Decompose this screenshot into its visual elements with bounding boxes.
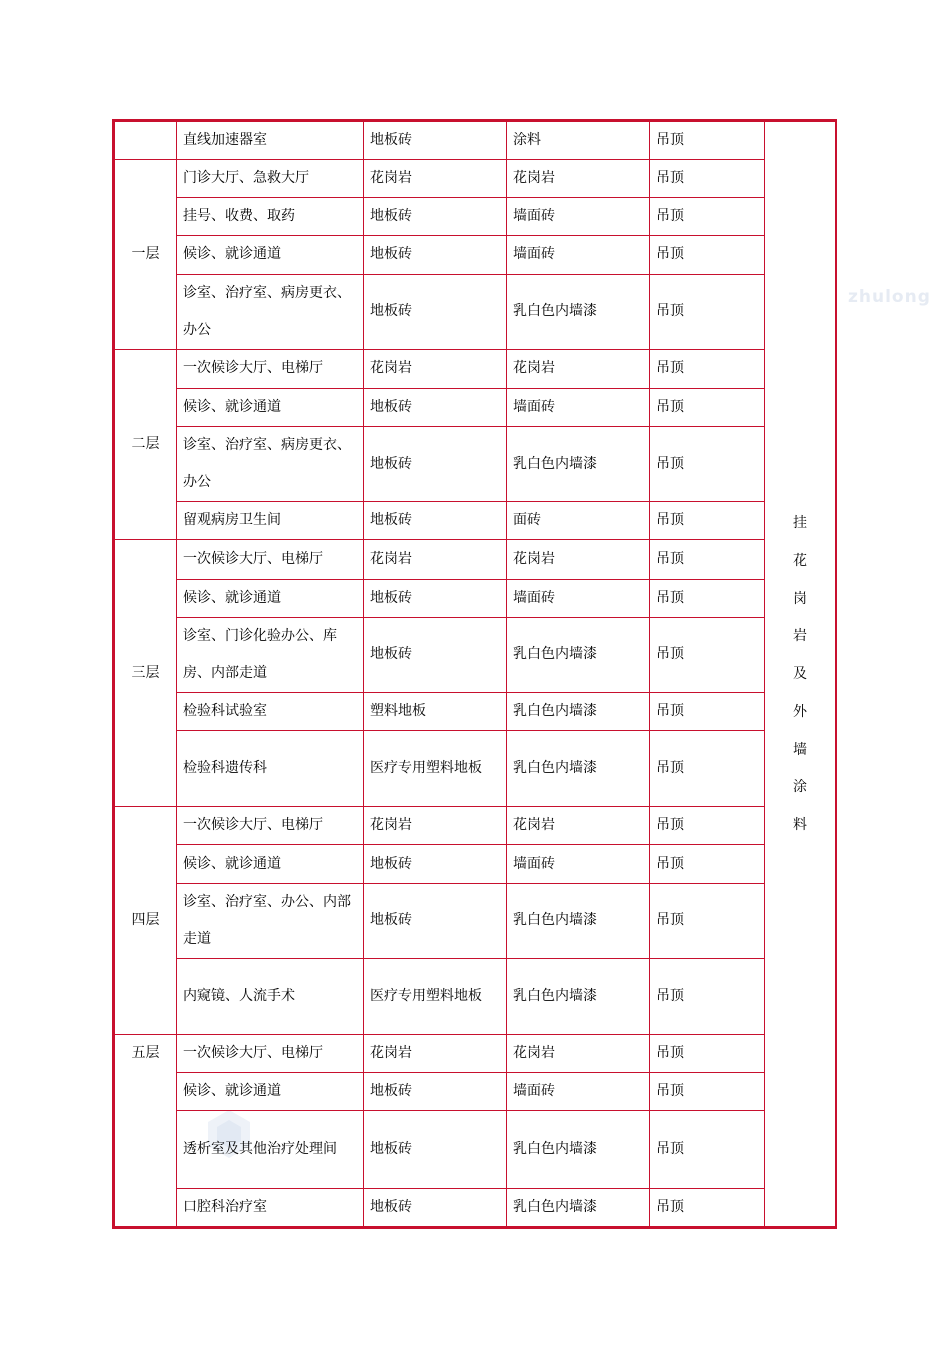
ceiling-material-cell: 吊顶 <box>650 579 765 617</box>
ceiling-material-cell: 吊顶 <box>650 274 765 349</box>
table-row <box>115 160 836 198</box>
wall-material-cell: 乳白色内墙漆 <box>507 731 650 807</box>
table-row <box>115 807 836 845</box>
ceiling-material-cell: 吊顶 <box>650 160 765 198</box>
room-cell: 候诊、就诊通道 <box>177 236 364 274</box>
watermark-text: zhulong <box>848 287 931 307</box>
wall-material-cell: 墙面砖 <box>507 1073 650 1111</box>
wall-material-cell: 乳白色内墙漆 <box>507 1188 650 1226</box>
wall-material-cell: 墙面砖 <box>507 236 650 274</box>
ceiling-material-cell: 吊顶 <box>650 883 765 958</box>
room-cell: 直线加速器室 <box>177 122 364 160</box>
ceiling-material-cell: 吊顶 <box>650 958 765 1034</box>
wall-material-cell: 花岗岩 <box>507 807 650 845</box>
ceiling-material-cell: 吊顶 <box>650 1188 765 1226</box>
finish-table-body <box>115 122 836 1227</box>
wall-material-cell: 乳白色内墙漆 <box>507 274 650 349</box>
table-row <box>115 198 836 236</box>
wall-material-cell: 花岗岩 <box>507 349 650 388</box>
wall-material-cell: 乳白色内墙漆 <box>507 883 650 958</box>
table-row <box>115 731 836 807</box>
ceiling-material-cell: 吊顶 <box>650 388 765 426</box>
room-cell: 一次候诊大厅、电梯厅 <box>177 540 364 579</box>
table-row <box>115 617 836 692</box>
floor-material-cell: 地板砖 <box>364 236 507 274</box>
floor-material-cell: 塑料地板 <box>364 692 507 730</box>
table-row <box>115 1111 836 1188</box>
ceiling-material-cell: 吊顶 <box>650 540 765 579</box>
room-cell: 一次候诊大厅、电梯厅 <box>177 807 364 845</box>
floor-material-cell: 地板砖 <box>364 883 507 958</box>
floor-cell <box>115 122 177 160</box>
ceiling-material-cell: 吊顶 <box>650 1035 765 1073</box>
floor-cell: 五层 <box>115 1035 177 1227</box>
room-cell: 门诊大厅、急救大厅 <box>177 160 364 198</box>
table-row <box>115 427 836 502</box>
table-row <box>115 274 836 349</box>
table-row <box>115 845 836 883</box>
exterior-finish-cell <box>765 122 836 1227</box>
table-row <box>115 540 836 579</box>
room-cell: 诊室、治疗室、病房更衣、办公 <box>177 427 364 502</box>
room-cell: 口腔科治疗室 <box>177 1188 364 1226</box>
table-row <box>115 236 836 274</box>
ceiling-material-cell: 吊顶 <box>650 198 765 236</box>
finish-table-frame <box>112 119 837 1229</box>
floor-material-cell: 医疗专用塑料地板 <box>364 958 507 1034</box>
ceiling-material-cell: 吊顶 <box>650 427 765 502</box>
floor-material-cell: 地板砖 <box>364 274 507 349</box>
floor-material-cell: 花岗岩 <box>364 160 507 198</box>
floor-cell: 一层 <box>115 160 177 350</box>
floor-material-cell: 地板砖 <box>364 617 507 692</box>
ceiling-material-cell: 吊顶 <box>650 1111 765 1188</box>
wall-material-cell: 乳白色内墙漆 <box>507 427 650 502</box>
room-cell: 一次候诊大厅、电梯厅 <box>177 349 364 388</box>
ceiling-material-cell: 吊顶 <box>650 807 765 845</box>
floor-material-cell: 地板砖 <box>364 1111 507 1188</box>
table-row <box>115 883 836 958</box>
table-row <box>115 692 836 730</box>
ceiling-material-cell: 吊顶 <box>650 731 765 807</box>
table-row <box>115 1188 836 1226</box>
wall-material-cell: 涂料 <box>507 122 650 160</box>
wall-material-cell: 墙面砖 <box>507 845 650 883</box>
exterior-finish-text: 挂花岗岩及外墙涂料 <box>793 515 807 833</box>
floor-material-cell: 花岗岩 <box>364 1035 507 1073</box>
table-row <box>115 349 836 388</box>
wall-material-cell: 墙面砖 <box>507 579 650 617</box>
room-cell: 候诊、就诊通道 <box>177 845 364 883</box>
floor-material-cell: 花岗岩 <box>364 540 507 579</box>
room-cell: 透析室及其他治疗处理间 <box>177 1111 364 1188</box>
floor-material-cell: 地板砖 <box>364 198 507 236</box>
floor-material-cell: 地板砖 <box>364 1188 507 1226</box>
room-cell: 挂号、收费、取药 <box>177 198 364 236</box>
floor-material-cell: 花岗岩 <box>364 807 507 845</box>
floor-material-cell: 地板砖 <box>364 1073 507 1111</box>
floor-material-cell: 花岗岩 <box>364 349 507 388</box>
room-cell: 候诊、就诊通道 <box>177 579 364 617</box>
ceiling-material-cell: 吊顶 <box>650 617 765 692</box>
table-row <box>115 1073 836 1111</box>
wall-material-cell: 墙面砖 <box>507 198 650 236</box>
finish-table <box>114 121 836 1227</box>
floor-material-cell: 地板砖 <box>364 122 507 160</box>
ceiling-material-cell: 吊顶 <box>650 122 765 160</box>
room-cell: 候诊、就诊通道 <box>177 388 364 426</box>
ceiling-material-cell: 吊顶 <box>650 502 765 540</box>
floor-cell: 二层 <box>115 349 177 540</box>
floor-material-cell: 地板砖 <box>364 845 507 883</box>
wall-material-cell: 墙面砖 <box>507 388 650 426</box>
floor-material-cell: 地板砖 <box>364 388 507 426</box>
wall-material-cell: 乳白色内墙漆 <box>507 692 650 730</box>
ceiling-material-cell: 吊顶 <box>650 845 765 883</box>
room-cell: 留观病房卫生间 <box>177 502 364 540</box>
floor-cell: 三层 <box>115 540 177 807</box>
table-row <box>115 502 836 540</box>
ceiling-material-cell: 吊顶 <box>650 236 765 274</box>
room-cell: 诊室、治疗室、病房更衣、办公 <box>177 274 364 349</box>
room-cell: 内窥镜、人流手术 <box>177 958 364 1034</box>
room-cell: 检验科试验室 <box>177 692 364 730</box>
floor-material-cell: 地板砖 <box>364 579 507 617</box>
wall-material-cell: 乳白色内墙漆 <box>507 617 650 692</box>
table-row <box>115 579 836 617</box>
room-cell: 检验科遗传科 <box>177 731 364 807</box>
ceiling-material-cell: 吊顶 <box>650 349 765 388</box>
room-cell: 诊室、门诊化验办公、库房、内部走道 <box>177 617 364 692</box>
room-cell: 诊室、治疗室、办公、内部走道 <box>177 883 364 958</box>
wall-material-cell: 面砖 <box>507 502 650 540</box>
table-row <box>115 388 836 426</box>
table-row <box>115 958 836 1034</box>
floor-cell: 四层 <box>115 807 177 1035</box>
ceiling-material-cell: 吊顶 <box>650 1073 765 1111</box>
wall-material-cell: 花岗岩 <box>507 160 650 198</box>
ceiling-material-cell: 吊顶 <box>650 692 765 730</box>
table-row <box>115 1035 836 1073</box>
floor-material-cell: 地板砖 <box>364 427 507 502</box>
floor-material-cell: 地板砖 <box>364 502 507 540</box>
wall-material-cell: 乳白色内墙漆 <box>507 1111 650 1188</box>
room-cell: 候诊、就诊通道 <box>177 1073 364 1111</box>
table-row <box>115 122 836 160</box>
floor-material-cell: 医疗专用塑料地板 <box>364 731 507 807</box>
wall-material-cell: 花岗岩 <box>507 540 650 579</box>
room-cell: 一次候诊大厅、电梯厅 <box>177 1035 364 1073</box>
wall-material-cell: 乳白色内墙漆 <box>507 958 650 1034</box>
wall-material-cell: 花岗岩 <box>507 1035 650 1073</box>
